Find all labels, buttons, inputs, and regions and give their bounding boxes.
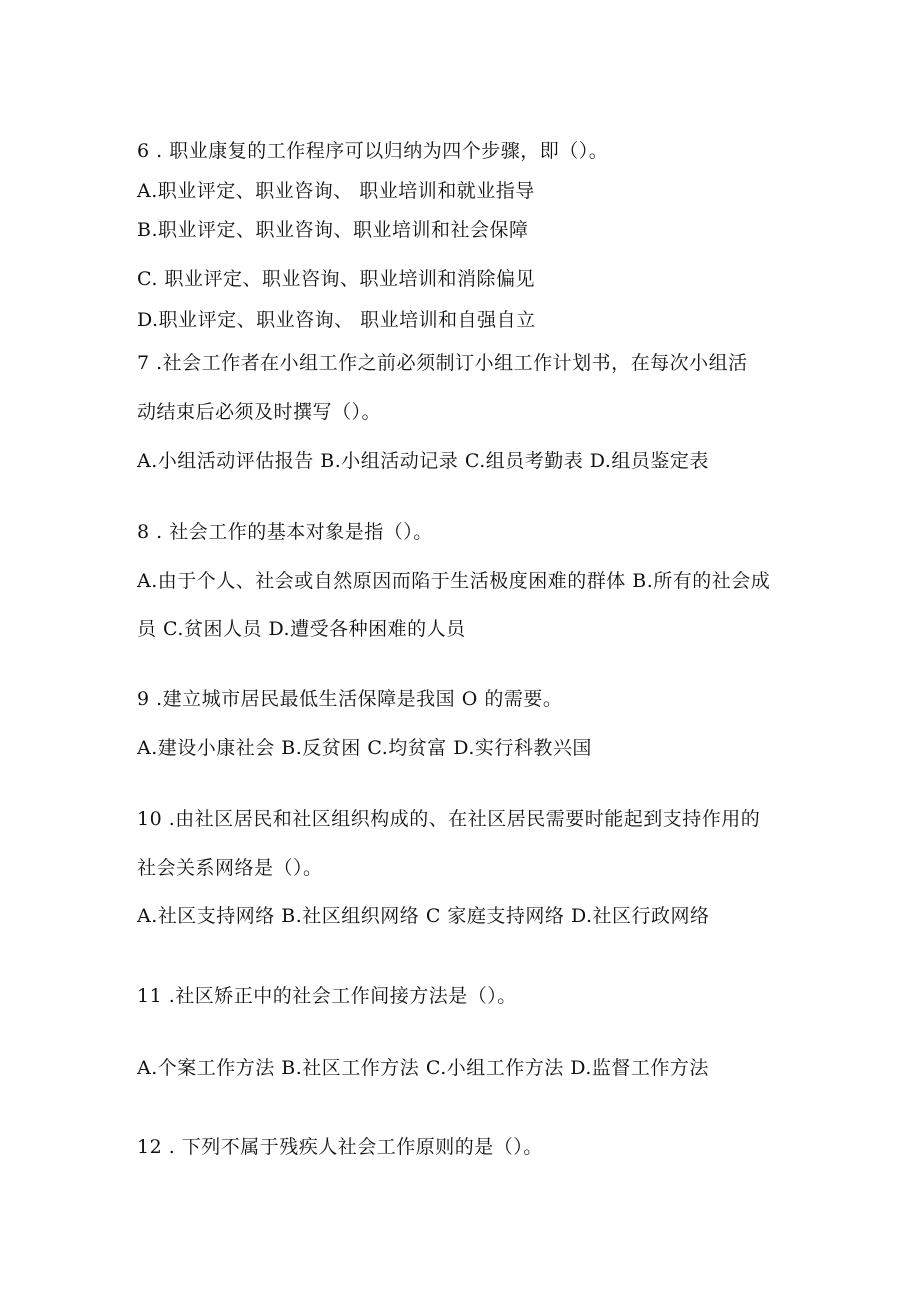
question-10-stem-line-2: 社会关系网络是（）。: [137, 857, 323, 879]
question-6-stem: 6 . 职业康复的工作程序可以归纳为四个步骤，即（）。: [137, 140, 609, 162]
question-8-options-line-1: A.由于个人、社会或自然原因而陷于生活极度困难的群体 B.所有的社会成: [137, 570, 771, 592]
question-8-options-line-2: 员 C.贫困人员 D.遭受各种困难的人员: [137, 618, 466, 640]
question-7-stem-line-2: 动结束后必须及时撰写（）。: [137, 401, 382, 423]
question-9-stem: 9 .建立城市居民最低生活保障是我国 O 的需要。: [137, 688, 563, 710]
question-6-option-b: B.职业评定、职业咨询、职业培训和社会保障: [137, 219, 529, 241]
question-7-stem-line-1: 7 .社会工作者在小组工作之前必须制订小组工作计划书，在每次小组活: [137, 352, 748, 374]
question-6-option-c: C. 职业评定、职业咨询、职业培训和消除偏见: [137, 268, 535, 290]
question-6-option-d: D.职业评定、职业咨询、 职业培训和自强自立: [137, 309, 536, 331]
question-10-options: A.社区支持网络 B.社区组织网络 C 家庭支持网络 D.社区行政网络: [137, 905, 710, 927]
question-9-options: A.建设小康社会 B.反贫困 C.均贫富 D.实行科教兴国: [137, 737, 592, 759]
question-8-stem: 8 . 社会工作的基本对象是指（）。: [137, 521, 433, 543]
question-6-option-a: A.职业评定、职业咨询、 职业培训和就业指导: [137, 180, 535, 202]
question-12-stem: 12 . 下列不属于残疾人社会工作原则的是（）。: [137, 1136, 543, 1158]
question-11-options: A.个案工作方法 B.社区工作方法 C.小组工作方法 D.监督工作方法: [137, 1057, 709, 1079]
question-10-stem-line-1: 10 .由社区居民和社区组织构成的、在社区居民需要时能起到支持作用的: [137, 808, 761, 830]
question-11-stem: 11 .社区矫正中的社会工作间接方法是（）。: [137, 985, 517, 1007]
question-7-options: A.小组活动评估报告 B.小组活动记录 C.组员考勤表 D.组员鉴定表: [137, 450, 709, 472]
